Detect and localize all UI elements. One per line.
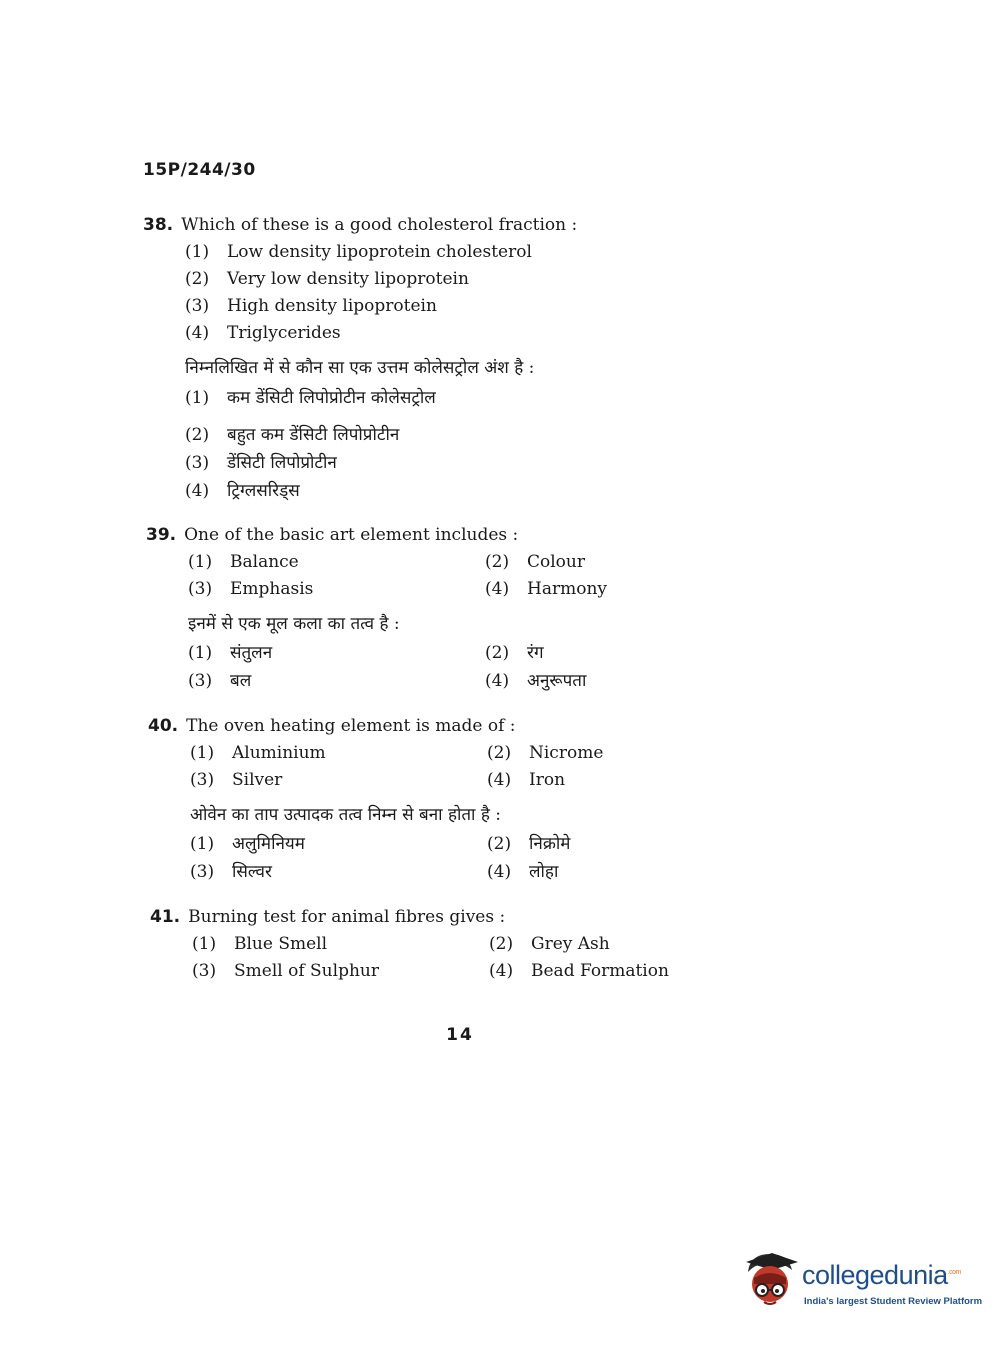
option: (1) Aluminium [190, 743, 326, 763]
option: (1) अलुमिनियम [190, 834, 305, 854]
option: (2) निक्रोमे [487, 834, 571, 854]
option: (4) Harmony [485, 579, 607, 599]
question-stem-en: 41. Burning test for animal fibres gives : [150, 907, 506, 927]
option: (4) Triglycerides [185, 323, 341, 343]
question-number: 38. [143, 215, 174, 235]
option: (3) Emphasis [188, 579, 314, 599]
question-number: 40. [148, 716, 179, 736]
question-stem-en: 39. One of the basic art element includes : [146, 525, 519, 545]
option: (2) रंग [485, 643, 544, 663]
question-38 [143, 212, 703, 505]
question-40 [148, 713, 708, 886]
option: (1) Blue Smell [192, 934, 328, 954]
option: (3) Smell of Sulphur [192, 961, 379, 981]
options-hi [190, 830, 708, 886]
option: (3) Silver [190, 770, 283, 790]
brand-name: collegedunia$^{.com}$ [802, 1260, 961, 1290]
options-hi [188, 639, 706, 695]
paper-code: 15P/244/30 [143, 160, 256, 180]
option: (4) ट्रिग्लसरिड्स [185, 481, 300, 501]
question-39 [146, 522, 706, 695]
option: (4) लोहा [487, 862, 559, 882]
question-stem-hi: निम्नलिखित में से कौन सा एक उत्तम कोलेसट्रोल अंश है : [185, 358, 535, 378]
option: (1) Balance [188, 552, 299, 572]
collegedunia-watermark[interactable] [742, 1250, 983, 1314]
option: (2) Colour [485, 552, 585, 572]
brand-tagline: India's largest Student Review Platform [804, 1296, 983, 1307]
options-hi [185, 383, 703, 505]
question-stem-en: 38. Which of these is a good cholesterol fraction : [143, 215, 578, 235]
option: (3) High density lipoprotein [185, 296, 437, 316]
option: (3) बल [188, 671, 252, 691]
option: (1) संतुलन [188, 643, 273, 663]
option: (2) Grey Ash [489, 934, 610, 954]
question-number: 39. [146, 525, 177, 545]
option: (3) डेंसिटी लिपोप्रोटीन [185, 453, 337, 473]
page-number: 14 [446, 1025, 474, 1045]
question-stem-en: 40. The oven heating element is made of : [148, 716, 516, 736]
option: (2) Very low density lipoprotein [185, 269, 469, 289]
question-41 [150, 904, 710, 985]
options-en [188, 549, 706, 603]
option: (2) बहुत कम डेंसिटी लिपोप्रोटीन [185, 425, 400, 445]
option: (4) अनुरूपता [485, 671, 587, 691]
option: (4) Iron [487, 770, 566, 790]
options-en [190, 740, 708, 794]
question-stem-hi: इनमें से एक मूल कला का तत्व है : [188, 614, 400, 634]
options-en [185, 239, 703, 347]
option: (2) Nicrome [487, 743, 604, 763]
option: (1) Low density lipoprotein cholesterol [185, 242, 532, 262]
option: (3) सिल्वर [190, 862, 272, 882]
mascot-icon [742, 1250, 800, 1310]
option: (4) Bead Formation [489, 961, 669, 981]
question-stem-hi: ओवेन का ताप उत्पादक तत्व निम्न से बना होता है : [190, 805, 502, 825]
option: (1) कम डेंसिटी लिपोप्रोटीन कोलेसट्रोल [185, 388, 436, 408]
options-en [192, 931, 710, 985]
question-number: 41. [150, 907, 181, 927]
